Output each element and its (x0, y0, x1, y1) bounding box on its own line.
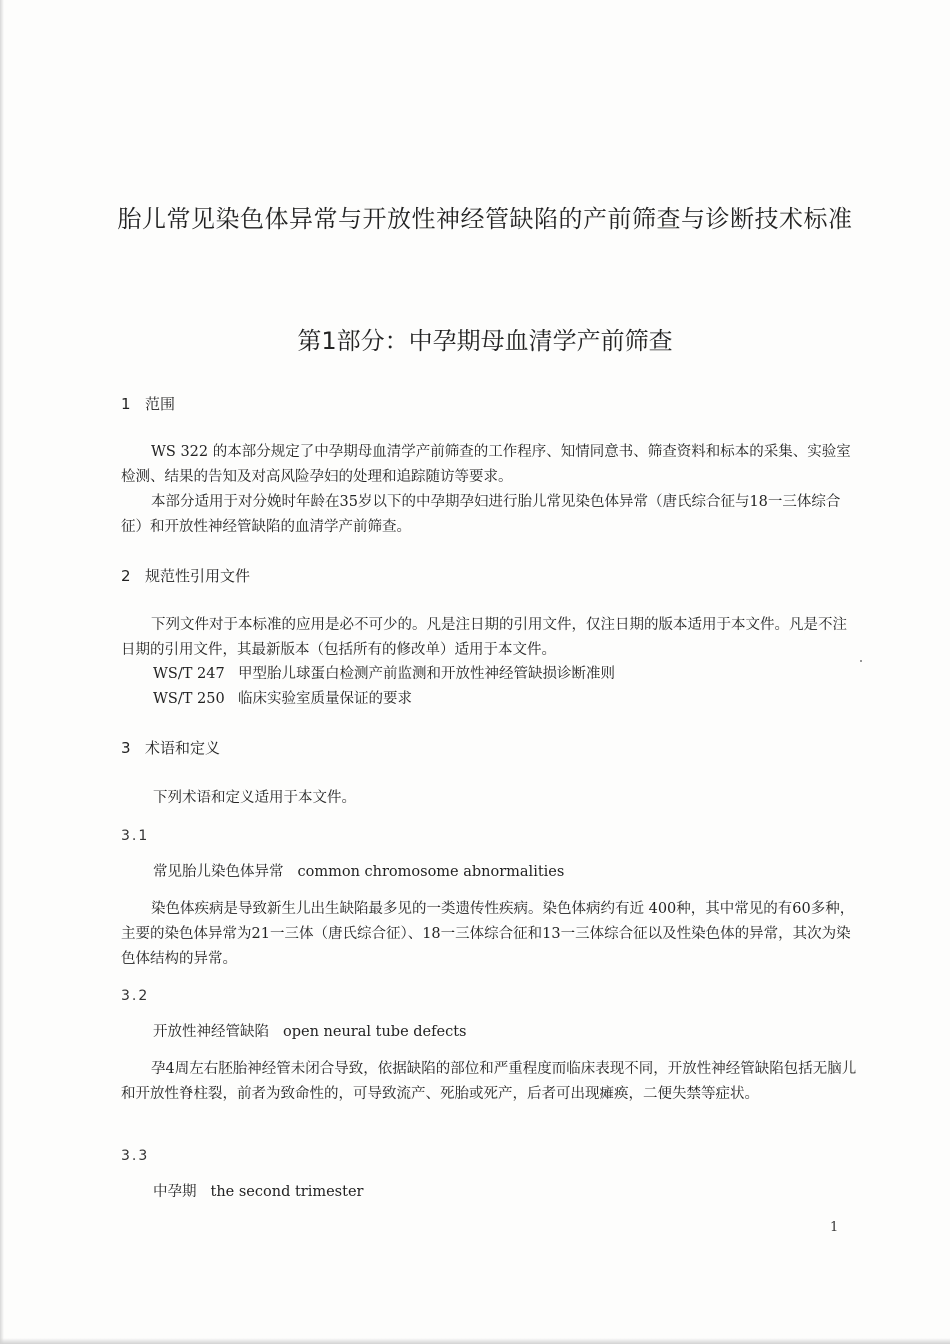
section-number: 2 (121, 567, 131, 585)
term-3-2-definition: 孕4周左右胚胎神经管未闭合导致，依据缺陷的部位和严重程度而临床表现不同，开放性神经管缺陷包括无脑儿和开放性脊柱裂，前者为致命性的，可导致流产、死胎或死产，后者可出现瘫痪，二便失禁等症状。 (121, 1061, 857, 1102)
reference-title: 临床实验室质量保证的要求 (238, 691, 412, 707)
section-2-paragraph-1: 下列文件对于本标准的应用是必不可少的。凡是注日期的引用文件，仅注日期的版本适用于本文件。凡是不注日期的引用文件，其最新版本（包括所有的修改单）适用于本文件。 (121, 617, 847, 658)
scan-edge-bottom (0, 1338, 950, 1344)
term-zh: 常见胎儿染色体异常 (153, 864, 284, 880)
term-3-3 (153, 1181, 363, 1203)
page-number: 1 (830, 1220, 839, 1235)
reference-ws-t-247 (153, 663, 615, 685)
term-en: open neural tube defects (283, 1024, 467, 1040)
section-number: 3 (121, 739, 131, 757)
term-zh: 开放性神经管缺陷 (153, 1024, 269, 1040)
section-1-paragraph-1: WS 322 的本部分规定了中孕期母血清学产前筛查的工作程序、知情同意书、筛查资料和标本的采集、实验室检测、结果的告知及对高风险孕妇的处理和追踪随访等要求。 (121, 444, 851, 485)
document-subtitle: 第1部分：中孕期母血清学产前筛查 (297, 327, 673, 355)
reference-code: WS/T 250 (153, 691, 225, 707)
section-title: 规范性引用文件 (145, 567, 251, 585)
reference-title: 甲型胎儿球蛋白检测产前监测和开放性神经管缺损诊断准则 (238, 666, 615, 682)
section-title: 术语和定义 (145, 739, 221, 757)
term-3-1 (153, 861, 564, 883)
section-number: 1 (121, 395, 131, 413)
section-3-heading (121, 738, 220, 758)
section-3-intro: 下列术语和定义适用于本文件。 (153, 790, 356, 806)
document-title: 胎儿常见染色体异常与开放性神经管缺陷的产前筛查与诊断技术标准 (117, 205, 853, 233)
term-3-2 (153, 1021, 466, 1043)
term-3-1-definition: 染色体疾病是导致新生儿出生缺陷最多见的一类遗传性疾病。染色体病约有近 400种，其中常见的有60多种，主要的染色体异常为21一三体（唐氏综合征）、18一三体综合征和13一三体综合征以及性染色体的异常，其次为染色体结构的异常。 (121, 901, 855, 967)
term-en: the second trimester (210, 1184, 364, 1200)
reference-code: WS/T 247 (153, 666, 225, 682)
section-2-heading (121, 566, 250, 586)
scan-edge-left (0, 0, 4, 1344)
section-1-paragraph-2: 本部分适用于对分娩时年龄在35岁以下的中孕期孕妇进行胎儿常见染色体异常（唐氏综合征与18一三体综合征）和开放性神经管缺陷的血清学产前筛查。 (121, 494, 841, 535)
term-3-1-number: 3.1 (121, 828, 150, 844)
section-1-heading (121, 394, 175, 414)
reference-ws-t-250 (153, 688, 412, 710)
scan-speck (860, 660, 862, 662)
term-3-2-number: 3.2 (121, 988, 150, 1004)
section-title: 范围 (145, 395, 176, 413)
term-3-3-number: 3.3 (121, 1148, 150, 1164)
term-en: common chromosome abnormalities (297, 864, 565, 880)
term-zh: 中孕期 (153, 1184, 197, 1200)
